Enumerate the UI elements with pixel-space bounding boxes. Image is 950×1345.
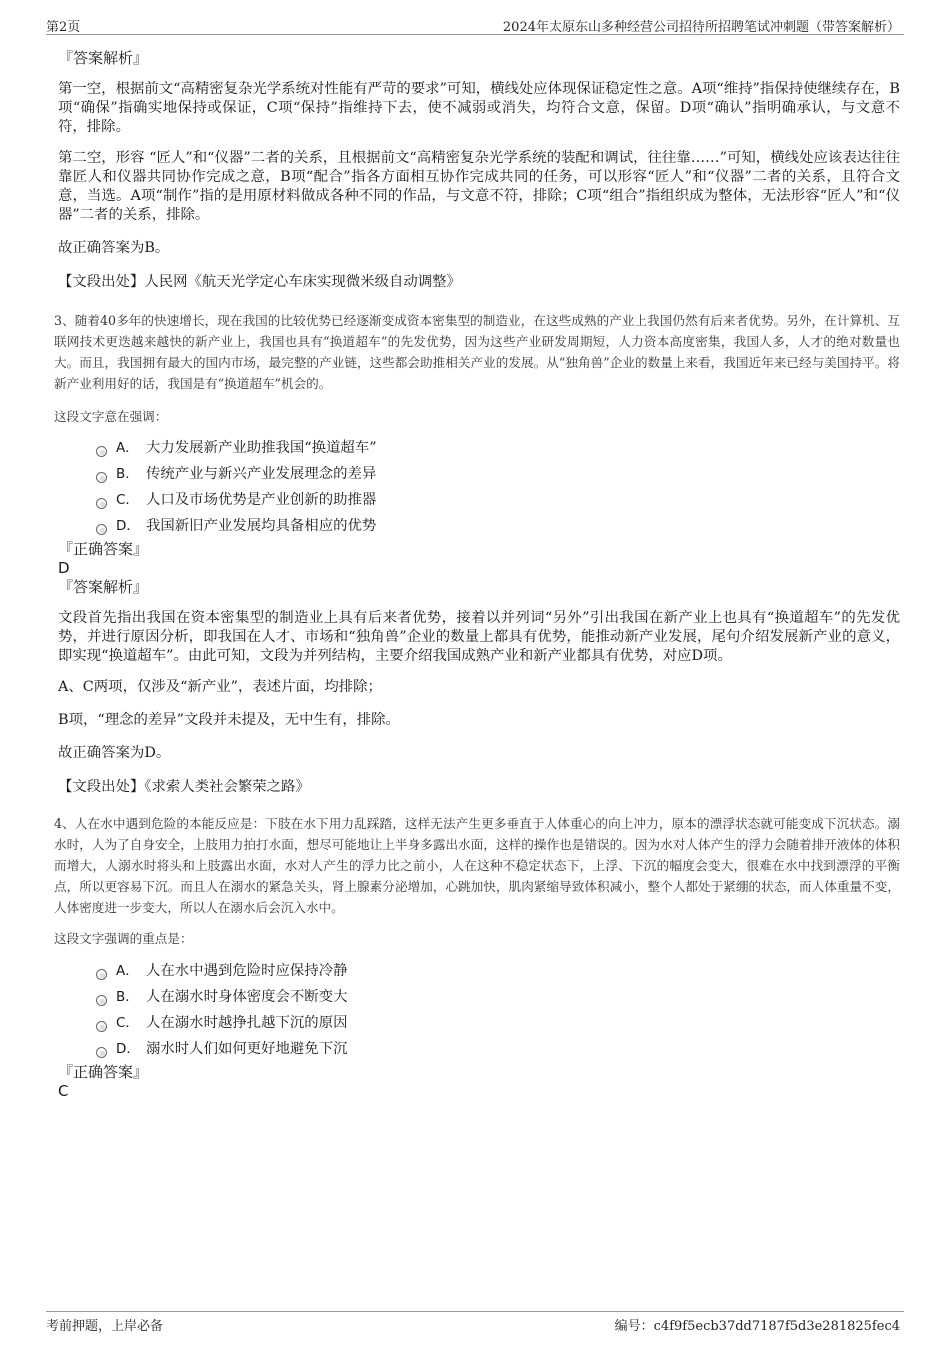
analysis-paragraph: B项，“理念的差异”文段并未提及，无中生有，排除。: [58, 712, 400, 728]
option-d[interactable]: D． 我国新旧产业发展均具备相应的优势: [96, 513, 900, 539]
document-id: 编号：c4f9f5ecb37dd7187f5d3e281825fec4: [614, 1319, 900, 1334]
analysis-paragraph: A、C两项，仅涉及“新产业”，表述片面，均排除；: [58, 679, 382, 695]
question-text: 4、人在水中遇到危险的本能反应是：下肢在水下用力乱踩踏，这样无法产生更多垂直于人体重心的向上冲力，原本的漂浮状态就可能变成下沉状态。溺水时，人为了自身安全，上肢用力拍打水面，想尽可能地让上半身多露出水面，这样的操作也是错误的。因为水对人体产生的浮力会随着排开液体的体积而增大，人溺水时将头和上肢露出水面，水对人产生的浮力比之前小，人在这种不稳定状态下，上浮、下沉的幅度会变大，很难在水中找到漂浮的平衡点，所以更容易下沉。而且人在溺水的紧急关头，肾上腺素分泌增加，心跳加快，肌肉紧缩导致体积减小，整个人都处于紧绷的状态，而人体重量不变，人体密度进一步变大，所以人在溺水后会沉入水中。: [54, 816, 900, 915]
radio-icon[interactable]: [96, 1047, 107, 1058]
analysis-paragraph: 第二空，形容 “匠人”和“仪器”二者的关系，且根据前文“高精密复杂光学系统的装配和调试，往往靠……”可知，横线处应该表达往往靠匠人和仪器共同协作完成之意，B项“配合”指各方面相互协作完成共同的任务，可以形容“匠人”和“仪器”二者的关系，且符合文意，当选。A项“制作”指的是用原材料做成各种不同的作品，与文意不符，排除；C项“组合”指组织成为整体，无法形容“匠人”和“仪器”二者的关系，排除。: [58, 150, 900, 223]
page-number: 第2页: [46, 20, 81, 35]
option-list: [96, 435, 900, 539]
analysis-label: 『答案解析』: [58, 578, 149, 596]
analysis-paragraph: 第一空，根据前文“高精密复杂光学系统对性能有严苛的要求”可知，横线处应体现保证稳定性之意。A项“维持”指保持使继续存在，B项“确保”指确实地保持或保证，C项“保持”指维持下去，使不减弱或消失，均符合文意，保留。D项“确认”指明确承认，与文意不符，排除。: [58, 81, 900, 135]
radio-icon[interactable]: [96, 1021, 107, 1032]
radio-icon[interactable]: [96, 969, 107, 980]
option-c[interactable]: C． 人在溺水时越挣扎越下沉的原因: [96, 1010, 900, 1036]
document-title: 2024年太原东山多种经营公司招待所招聘笔试冲刺题（带答案解析）: [502, 20, 900, 35]
analysis-label: 『答案解析』: [58, 49, 149, 67]
radio-icon[interactable]: [96, 995, 107, 1006]
footer-slogan: 考前押题，上岸必备: [46, 1319, 164, 1334]
source-citation: 【文段出处】《求索人类社会繁荣之路》: [58, 779, 310, 795]
source-citation: 【文段出处】人民网《航天光学定心车床实现微米级自动调整》: [58, 274, 461, 290]
radio-icon[interactable]: [96, 472, 107, 483]
page-header: [46, 14, 904, 35]
question-stem: 这段文字意在强调：: [54, 409, 168, 424]
answer-label: 『正确答案』: [58, 540, 149, 558]
option-list: [96, 958, 900, 1062]
answer-label: 『正确答案』: [58, 1063, 149, 1081]
analysis-paragraph: 文段首先指出我国在资本密集型的制造业上具有后来者优势，接着以并列词“另外”引出我国在新产业上也具有“换道超车”的先发优势，并进行原因分析，即我国在人才、市场和“独角兽”企业的数量上都具有优势，能推动新产业发展，尾句介绍发展新产业的意义，即实现“换道超车”。由此可知，文段为并列结构，主要介绍我国成熟产业和新产业都具有优势，对应D项。: [58, 610, 900, 664]
option-b[interactable]: B． 传统产业与新兴产业发展理念的差异: [96, 461, 900, 487]
conclusion: 故正确答案为B。: [58, 240, 170, 256]
answer-value: D: [58, 559, 70, 577]
radio-icon[interactable]: [96, 524, 107, 535]
radio-icon[interactable]: [96, 498, 107, 509]
question-text: 3、随着40多年的快速增长，现在我国的比较优势已经逐渐变成资本密集型的制造业，在这些成熟的产业上我国仍然有后来者优势。另外，在计算机、互联网技术更迭越来越快的新产业上，我国也具有“换道超车”的先发优势，因为这些产业研发周期短，人力资本高度密集，我国人多，人才的绝对数量也大。而且，我国拥有最大的国内市场，最完整的产业链，这些都会助推相关产业的发展。从“独角兽”企业的数量上来看，我国近年来已经与美国持平。将新产业利用好的话，我国是有“换道超车”机会的。: [54, 313, 900, 391]
answer-value: C: [58, 1082, 69, 1100]
radio-icon[interactable]: [96, 446, 107, 457]
option-a[interactable]: A． 大力发展新产业助推我国“换道超车”: [96, 435, 900, 461]
option-b[interactable]: B． 人在溺水时身体密度会不断变大: [96, 984, 900, 1010]
option-a[interactable]: A． 人在水中遇到危险时应保持冷静: [96, 958, 900, 984]
option-c[interactable]: C． 人口及市场优势是产业创新的助推器: [96, 487, 900, 513]
option-d[interactable]: D． 溺水时人们如何更好地避免下沉: [96, 1036, 900, 1062]
page-content: [54, 44, 900, 1100]
page-footer: [46, 1311, 904, 1334]
question-stem: 这段文字强调的重点是：: [54, 931, 193, 946]
conclusion: 故正确答案为D。: [58, 745, 171, 761]
